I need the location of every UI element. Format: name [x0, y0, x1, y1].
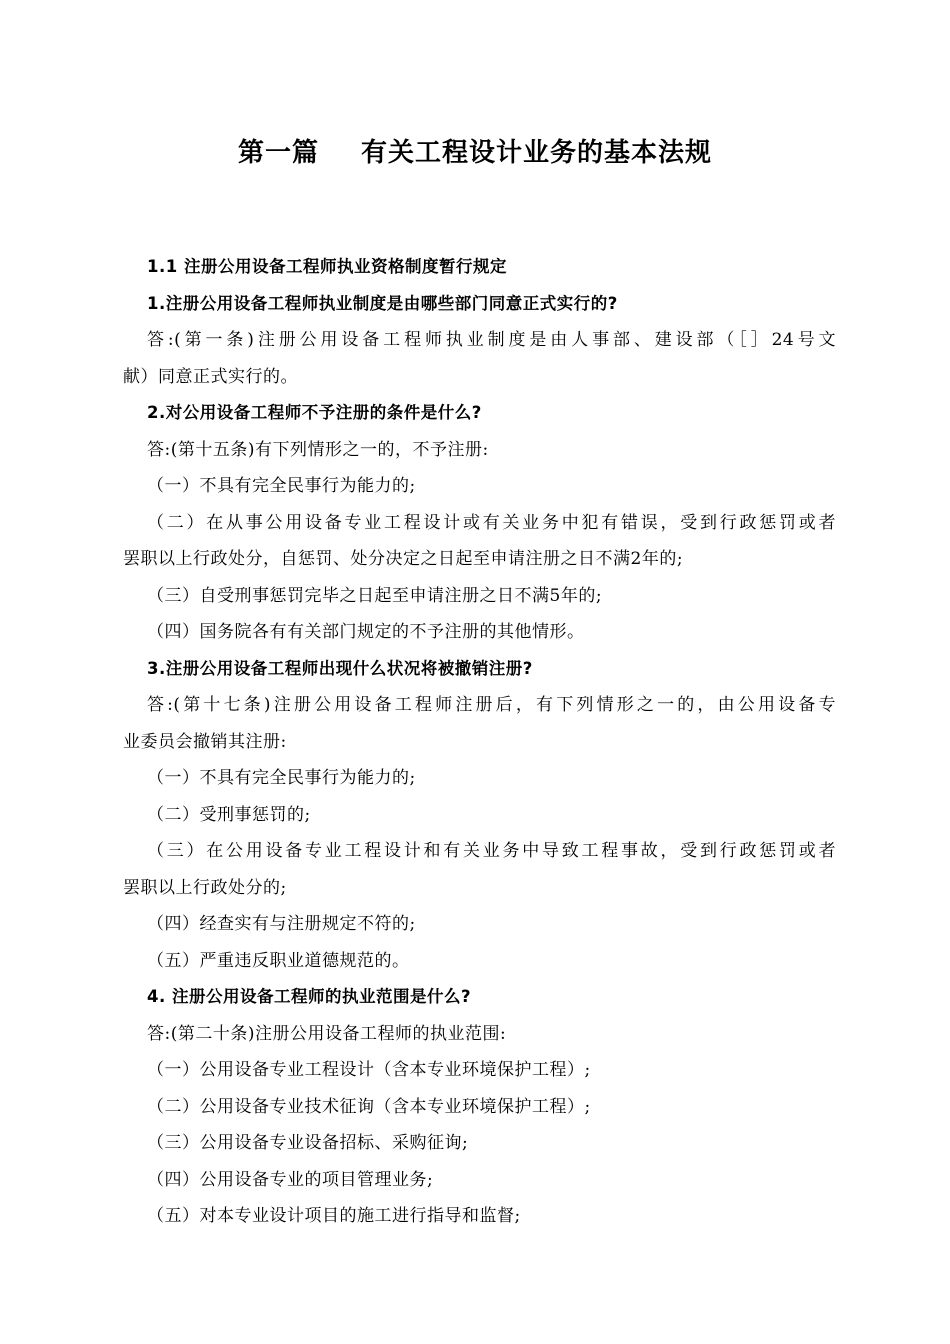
page-title — [0, 133, 950, 173]
answer-3-item-3-line-2: 罢职以上行政处分的; — [123, 877, 287, 898]
answer-2-item-1: （一）不具有完全民事行为能力的; — [147, 476, 416, 496]
answer-3-intro-line-1: 答:(第十七条)注册公用设备工程师注册后，有下列情形之一的，由公用设备专 — [147, 695, 836, 715]
answer-3-item-2: （二）受刑事惩罚的; — [147, 804, 311, 825]
question-4: 4. 注册公用设备工程师的执业范围是什么? — [147, 987, 472, 1006]
answer-2-item-2-line-2: 罢职以上行政处分，自惩罚、处分决定之日起至申请注册之日不满2年的; — [123, 549, 684, 569]
document-body — [123, 249, 836, 1235]
title-part-name: 有关工程设计业务的基本法规 — [361, 138, 713, 168]
answer-4-intro: 答:(第二十条)注册公用设备工程师的执业范围: — [147, 1023, 507, 1044]
answer-3-item-1: （一）不具有完全民事行为能力的; — [147, 768, 416, 788]
question-3: 3.注册公用设备工程师出现什么状况将被撤销注册? — [147, 658, 533, 678]
answer-2-item-4: （四）国务院各有有关部门规定的不予注册的其他情形。 — [147, 622, 585, 642]
answer-3-item-3-line-1: （三）在公用设备专业工程设计和有关业务中导致工程事故，受到行政惩罚或者 — [147, 841, 836, 861]
answer-1-line-2: 献）同意正式实行的。 — [123, 366, 298, 387]
answer-3-item-4: （四）经查实有与注册规定不符的; — [147, 914, 416, 934]
question-1: 1.注册公用设备工程师执业制度是由哪些部门同意正式实行的? — [147, 293, 618, 313]
answer-3-intro-line-2: 业委员会撤销其注册: — [123, 731, 287, 752]
answer-4-item-2: （二）公用设备专业技术征询（含本专业环境保护工程）; — [147, 1096, 591, 1117]
answer-4-item-5: （五）对本专业设计项目的施工进行指导和监督; — [147, 1206, 521, 1226]
answer-4-item-3: （三）公用设备专业设备招标、采购征询; — [147, 1133, 469, 1153]
answer-4-item-1: （一）公用设备专业工程设计（含本专业环境保护工程）; — [147, 1060, 591, 1080]
answer-3-item-5: （五）严重违反职业道德规范的。 — [147, 950, 410, 971]
title-part-number: 第一篇 — [237, 138, 319, 168]
answer-4-item-4: （四）公用设备专业的项目管理业务; — [147, 1169, 434, 1190]
answer-2-intro: 答:(第十五条)有下列情形之一的，不予注册: — [147, 439, 489, 460]
answer-2-item-3: （三）自受刑事惩罚完毕之日起至申请注册之日不满5年的; — [147, 585, 603, 606]
section-heading: 1.1 注册公用设备工程师执业资格制度暂行规定 — [147, 257, 507, 276]
question-2: 2.对公用设备工程师不予注册的条件是什么? — [147, 403, 482, 422]
answer-2-item-2-line-1: （二）在从事公用设备专业工程设计或有关业务中犯有错误，受到行政惩罚或者 — [147, 512, 836, 533]
answer-1-line-1: 答:(第一条)注册公用设备工程师执业制度是由人事部、建设部（［］24号文 — [147, 330, 836, 350]
